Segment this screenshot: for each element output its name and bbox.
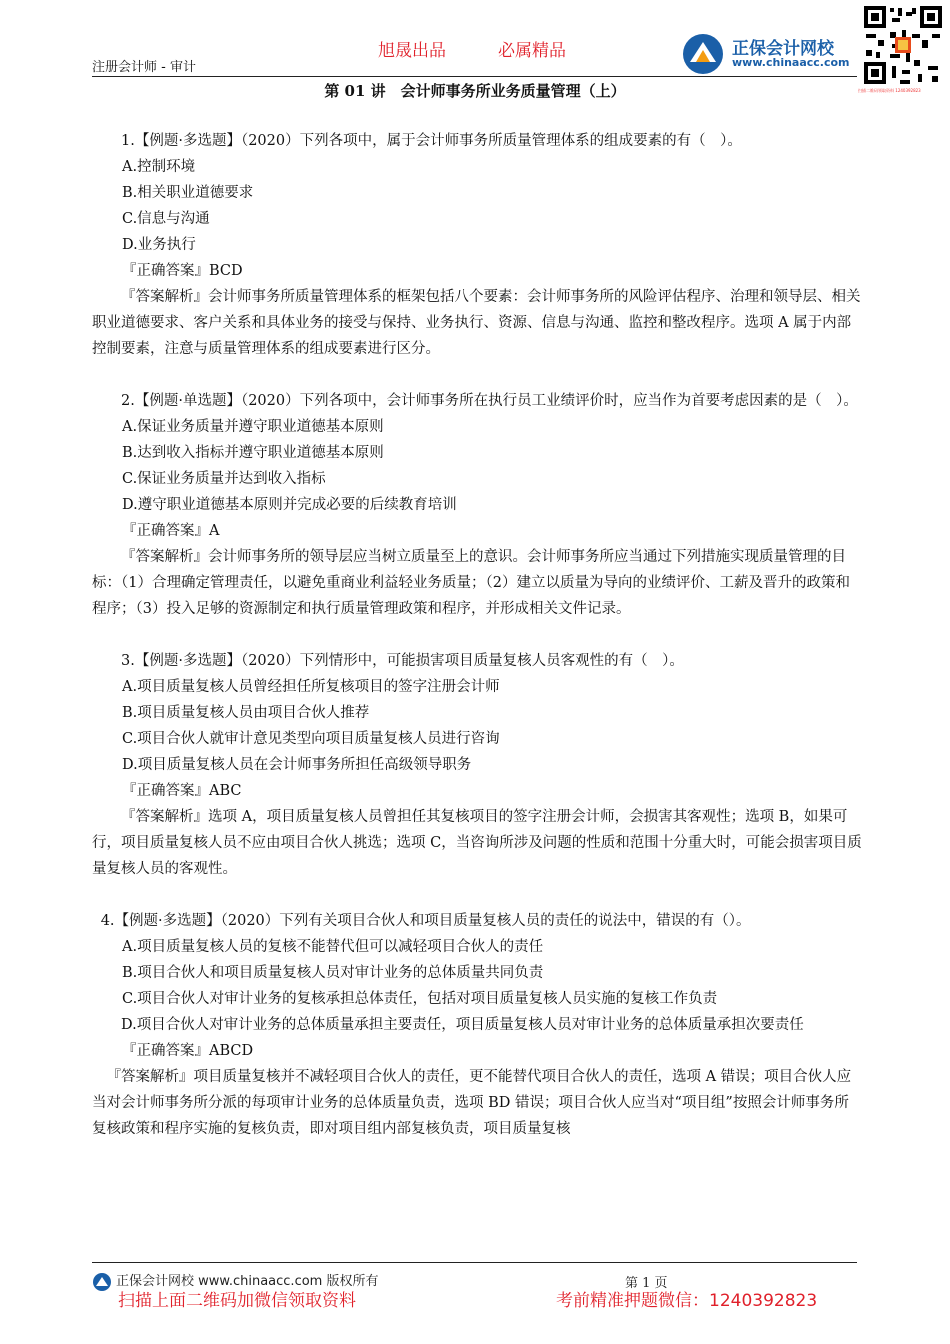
brand-logo bbox=[680, 32, 865, 76]
question-stem: 2.【例题·单选题】（2020）下列各项中，会计师事务所在执行员工业绩评价时，应当作为首要考虑因素的是（ ）。 bbox=[121, 393, 858, 409]
question-1 bbox=[92, 128, 862, 362]
slogan-right: 必属精品 bbox=[498, 41, 566, 61]
question-stem: 1.【例题·多选题】（2020）下列各项中，属于会计师事务所质量管理体系的组成要素的有（ ）。 bbox=[121, 133, 742, 149]
logo-name: 正保会计网校 bbox=[732, 39, 834, 59]
option-item: C.项目合伙人就审计意见类型向项目质量复核人员进行咨询 bbox=[122, 731, 500, 747]
correct-answer: 『正确答案』A bbox=[122, 523, 220, 539]
answer-analysis: 『答案解析』会计师事务所的领导层应当树立质量至上的意识。会计师事务所应当通过下列措施实现质量管理的目标：（1）合理确定管理责任，以避免重商业利益轻业务质量；（2）建立以质量为导向的业绩评价、工薪及晋升的政策和程序；（3）投入足够的资源制定和执行质量管理政策和程序，并形成相关文件记录。 bbox=[92, 549, 850, 617]
question-3 bbox=[92, 648, 862, 882]
page-number: 第 1 页 bbox=[625, 1276, 668, 1291]
option-item: C.保证业务质量并达到收入指标 bbox=[122, 471, 326, 487]
qr-code-icon bbox=[862, 4, 944, 86]
promo-left: 扫描上面二维码加微信领取资料 bbox=[118, 1291, 356, 1311]
option-item: B.达到收入指标并遵守职业道德基本原则 bbox=[122, 445, 384, 461]
option-item: A.项目质量复核人员的复核不能替代但可以减轻项目合伙人的责任 bbox=[122, 939, 544, 955]
document-body bbox=[92, 128, 862, 1142]
question-stem: 4.【例题·多选题】（2020）下列有关项目合伙人和项目质量复核人员的责任的说法中，错误的有（）。 bbox=[100, 913, 751, 929]
option-item: A.项目质量复核人员曾经担任所复核项目的签字注册会计师 bbox=[122, 679, 500, 695]
option-item: B.相关职业道德要求 bbox=[122, 185, 254, 201]
option-item: A.控制环境 bbox=[122, 159, 196, 175]
option-item: A.保证业务质量并遵守职业道德基本原则 bbox=[122, 419, 384, 435]
answer-analysis: 『答案解析』选项 A，项目质量复核人员曾担任其复核项目的签字注册会计师，会损害其客观性；选项 B，如果可行，项目质量复核人员不应由项目合伙人挑选；选项 C，当咨询所涉及问题的性质和范围十分重大时，可能会损害项目质量复核人员的客观性。 bbox=[92, 809, 862, 877]
option-item: D.项目合伙人对审计业务的总体质量承担主要责任，项目质量复核人员对审计业务的总体质量承担次要责任 bbox=[121, 1017, 804, 1033]
logo-url: www.chinaacc.com bbox=[732, 56, 850, 69]
answer-analysis: 『答案解析』项目质量复核并不减轻项目合伙人的责任，更不能替代项目合伙人的责任，选项 A 错误；项目合伙人应当对会计师事务所分派的每项审计业务的总体质量负责，选项 BD 错误；项目合伙人应当对“项目组”按照会计师事务所复核政策和程序实施的复核负责，即对项目组内部复核负责，项目质量复核 bbox=[92, 1069, 852, 1137]
option-item: D.业务执行 bbox=[122, 237, 196, 253]
logo-mark-icon bbox=[92, 1272, 112, 1292]
header-divider bbox=[92, 76, 857, 77]
correct-answer: 『正确答案』ABC bbox=[122, 783, 242, 799]
question-2 bbox=[92, 388, 862, 622]
option-item: D.遵守职业道德基本原则并完成必要的后续教育培训 bbox=[122, 497, 457, 513]
slogan-left: 旭晟出品 bbox=[378, 41, 446, 61]
correct-answer: 『正确答案』BCD bbox=[122, 263, 243, 279]
page-title: 第 01 讲 会计师事务所业务质量管理（上） bbox=[324, 82, 626, 100]
option-item: C.信息与沟通 bbox=[122, 211, 210, 227]
option-item: B.项目合伙人和项目质量复核人员对审计业务的总体质量共同负责 bbox=[122, 965, 544, 981]
promo-right: 考前精准押题微信：1240392823 bbox=[556, 1291, 818, 1311]
correct-answer: 『正确答案』ABCD bbox=[122, 1043, 254, 1059]
question-4 bbox=[92, 908, 862, 1142]
footer-divider bbox=[92, 1262, 857, 1263]
footer-copyright-text: 正保会计网校 www.chinaacc.com 版权所有 bbox=[116, 1274, 379, 1289]
header-subject: 注册会计师 - 审计 bbox=[92, 60, 196, 75]
option-item: B.项目质量复核人员由项目合伙人推荐 bbox=[122, 705, 370, 721]
option-item: D.项目质量复核人员在会计师事务所担任高级领导职务 bbox=[122, 757, 472, 773]
qr-caption: 扫描二维码领取资料 1240392823 bbox=[858, 88, 921, 93]
option-item: C.项目合伙人对审计业务的复核承担总体责任，包括对项目质量复核人员实施的复核工作负责 bbox=[122, 991, 718, 1007]
answer-analysis: 『答案解析』会计师事务所质量管理体系的框架包括八个要素：会计师事务所的风险评估程序、治理和领导层、相关职业道德要求、客户关系和具体业务的接受与保持、业务执行、资源、信息与沟通、监控和整改程序。选项 A 属于内部控制要素，注意与质量管理体系的组成要素进行区分。 bbox=[92, 289, 861, 357]
logo-mark-icon bbox=[680, 32, 726, 76]
question-stem: 3.【例题·多选题】（2020）下列情形中，可能损害项目质量复核人员客观性的有（ ）。 bbox=[121, 653, 684, 669]
